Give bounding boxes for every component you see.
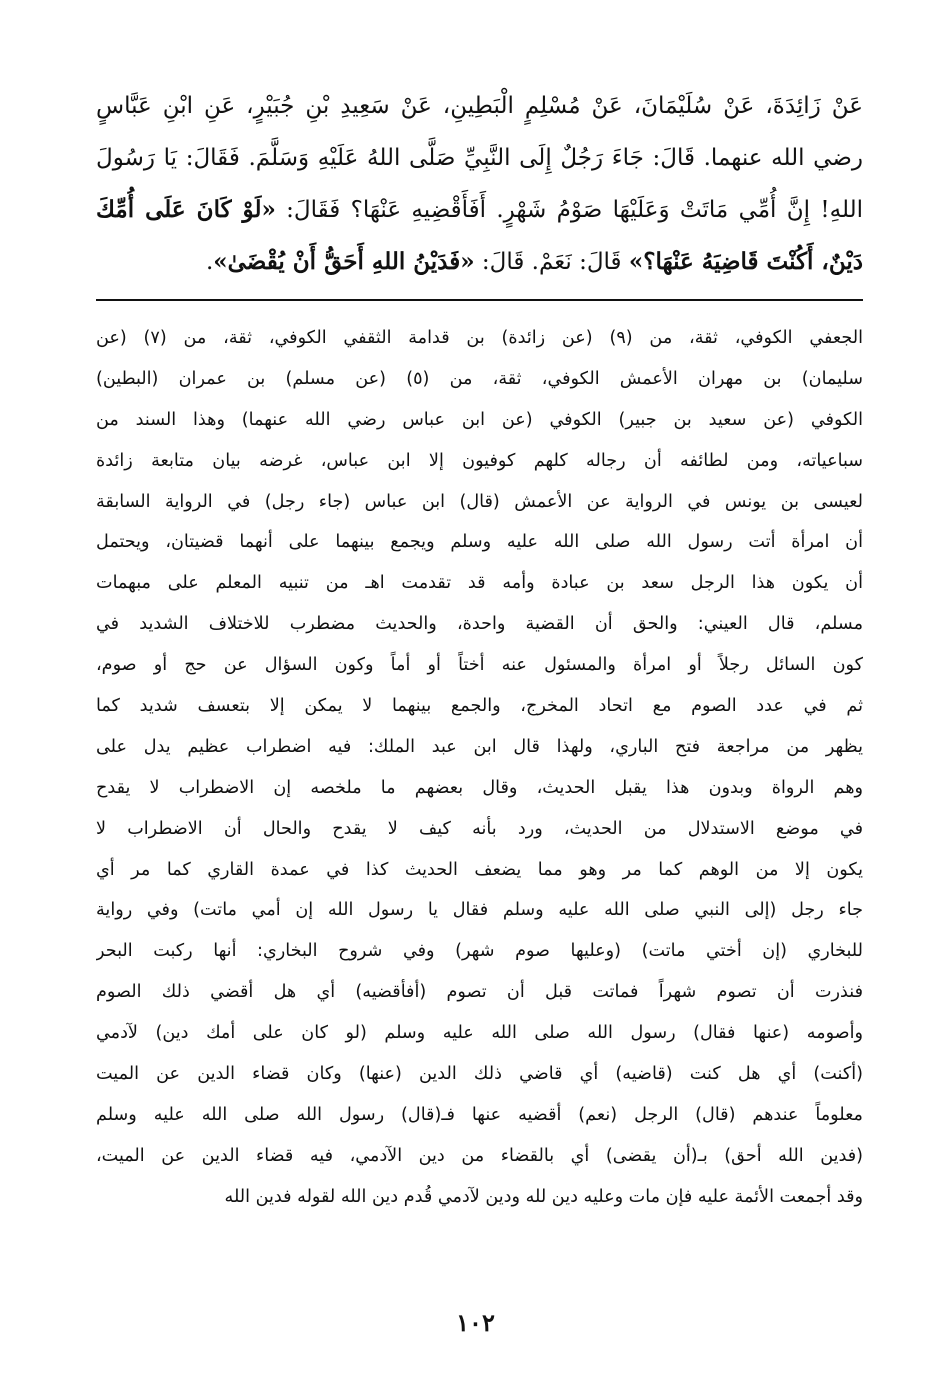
commentary-line: (أكنت) أي هل كنت (قاضيه) أي قاضي ذلك الدين (عنها) وكان قضاء الدين عن الميت: [96, 1064, 863, 1085]
commentary-line: مسلم، قال العيني: والحق أن القضية واحدة، والحديث مضطرب للاختلاف الشديد في: [96, 614, 863, 635]
hadith-end-mark: .: [205, 249, 214, 275]
commentary-line: يكون إلا من الوهم كما مر وهو مما يضعف الحديث كذا في عمدة القاري كما مر أي: [96, 859, 863, 880]
commentary-line: الجعفي الكوفي، ثقة، من (٩) (عن زائدة) بن قدامة الثقفي الكوفي، ثقة، من (٧) (عن: [96, 328, 863, 348]
commentary-line: وأصومه (عنها فقال) رسول الله صلى الله عليه وسلم (لو كان على أمك دين) لآدمي: [96, 1023, 863, 1044]
commentary-text: [96, 318, 863, 1218]
commentary-line: كون السائل رجلاً أو امرأة والمسئول عنه أختاً أو أماً وكون السؤال عن حج أو صوم،: [96, 655, 863, 676]
commentary-line: أن يكون هذا الرجل سعد بن عبادة وأمه قد تقدمت اهـ من تنبيه المعلم على مبهمات: [96, 573, 863, 594]
commentary-line: وقد أجمعت الأئمة عليه فإن مات وعليه دين لله ودين لآدمي قُدم دين الله لقوله فدين الله: [224, 1186, 863, 1207]
commentary-line: وهم الرواة وبدون هذا يقبل الحديث، وقال بعضهم ما ملخصه إن الاضطراب لا يقدح: [96, 777, 863, 798]
commentary-line: معلوماً عندهم (قال) الرجل (نعم) أقضيه عنها فـ(قال) رسول الله صلى الله عليه وسلم: [96, 1104, 863, 1125]
commentary-line: فنذرت أن تصوم شهراً فماتت قبل أن تصوم (أفأقضيه) أي هل أقضي ذلك الصوم: [96, 982, 863, 1003]
commentary-line: أن امرأة أتت رسول الله صلى الله عليه وسلم ويجمع بينهما على أنهما قضيتان، ويحتمل: [96, 532, 863, 553]
separator-line: [96, 299, 863, 301]
commentary-line: سباعياته، ومن لطائفه أن رجاله كلهم كوفيون إلا ابن عباس، غرضه بيان متابعة زائدة: [96, 450, 863, 471]
commentary-line: سليمان) بن مهران الأعمش الكوفي، ثقة، من (٥) (عن مسلم) بن عمران (البطين): [96, 368, 863, 389]
hadith-isnad-and-question: عَنْ زَائِدَةَ، عَنْ سُلَيْمَانَ، عَنْ مُسْلِمٍ الْبَطِينِ، عَنْ سَعِيدِ بْنِ جُبَيْرٍ، عَنِ ابْنِ عَبَّاسٍ رضي الله عنهما. قَالَ: جَاءَ رَجُلٌ إِلَى النَّبِيِّ صَلَّى اللهُ عَلَيْهِ وَسَلَّمَ. فَقَالَ: يَا رَسُولَ اللهِ! إِنَّ أُمِّي مَاتَتْ وَعَلَيْهَا صَوْمُ شَهْرٍ. أَفَأَقْضِيهِ عَنْهَا؟ فَقَالَ:: [96, 93, 863, 223]
hadith-text: [96, 80, 863, 288]
hadith-prophet-question: «لَوْ كَانَ عَلَى أُمِّكَ دَيْنٌ، أَكُنْتَ قَاضِيَهُ عَنْهَا؟»: [96, 196, 863, 275]
hadith-prophet-ruling: «فَدَيْنُ اللهِ أَحَقُّ أَنْ يُقْضَىٰ»: [213, 248, 475, 275]
hadith-man-reply: قَالَ: نَعَمْ. قَالَ:: [474, 249, 629, 275]
commentary-line: الكوفي (عن سعيد بن جبير) الكوفي (عن ابن عباس رضي الله عنهما) وهذا السند من: [96, 409, 863, 430]
commentary-line: يظهر من مراجعة فتح الباري، ولهذا قال ابن عبد الملك: فيه اضطراب عظيم يدل على: [96, 736, 863, 757]
commentary-line: (فدين الله أحق) بـ(أن يقضى) أي بالقضاء من دين الآدمي، فيه قضاء الدين عن الميت،: [96, 1145, 863, 1166]
commentary-line: للبخاري (إن أختي ماتت) (وعليها صوم شهر) وفي شروح البخاري: أنها ركبت البحر: [96, 941, 863, 962]
commentary-line: في موضع الاستدلال من الحديث، ورد بأنه كيف لا يقدح والحال أن الاضطراب لا: [96, 818, 863, 839]
page-number: ١٠٢: [456, 1308, 495, 1337]
commentary-line: جاء رجل (إلى النبي صلى الله عليه وسلم فقال يا رسول الله إن أمي ماتت) وفي رواية: [96, 900, 863, 921]
commentary-line: ثم في عدد الصوم مع اتحاد المخرج، والجمع بينهما لا يمكن إلا بتعسف شديد كما: [96, 696, 863, 717]
commentary-line: لعيسى بن يونس في الرواية عن الأعمش (قال) ابن عباس (جاء رجل) في الرواية السابقة: [96, 491, 863, 512]
